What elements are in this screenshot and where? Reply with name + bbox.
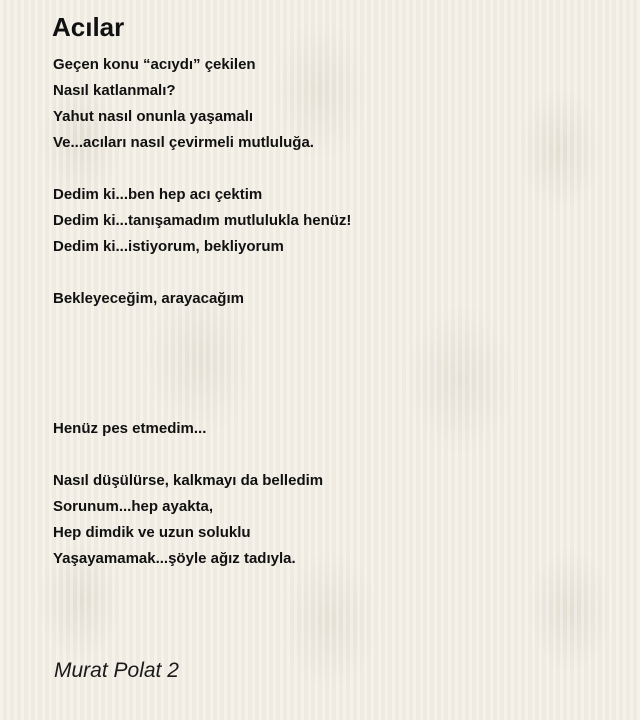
poem-line: Nasıl katlanmalı? <box>53 82 176 99</box>
poem-line: Dedim ki...ben hep acı çektim <box>53 186 263 203</box>
stanza-3 <box>53 286 613 312</box>
poem-body <box>53 52 613 598</box>
poem-line: Dedim ki...istiyorum, bekliyorum <box>53 238 284 255</box>
poem-line: Sorunum...hep ayakta, <box>53 498 214 515</box>
poem-author: Murat Polat 2 <box>54 659 179 682</box>
poem-line: Ve...acıları nasıl çevirmeli mutluluğa. <box>53 134 314 151</box>
poem-line: Yaşayamamak...şöyle ağız tadıyla. <box>53 550 296 567</box>
stanza-5 <box>53 468 613 572</box>
poem-line: Nasıl düşülürse, kalkmayı da belledim <box>53 472 324 489</box>
poem-line: Dedim ki...tanışamadım mutlulukla henüz! <box>53 212 352 229</box>
poem-line: Henüz pes etmedim... <box>53 420 207 437</box>
stanza-4 <box>53 416 613 442</box>
poem-line: Yahut nasıl onunla yaşamalı <box>53 108 254 125</box>
poem-title: Acılar <box>52 12 125 42</box>
poem-line: Hep dimdik ve uzun soluklu <box>53 524 251 541</box>
stanza-2 <box>53 182 613 260</box>
poem-line: Bekleyeceğim, arayacağım <box>53 290 244 307</box>
poem-line: Geçen konu “acıydı” çekilen <box>53 56 256 73</box>
stanza-1 <box>53 52 613 156</box>
